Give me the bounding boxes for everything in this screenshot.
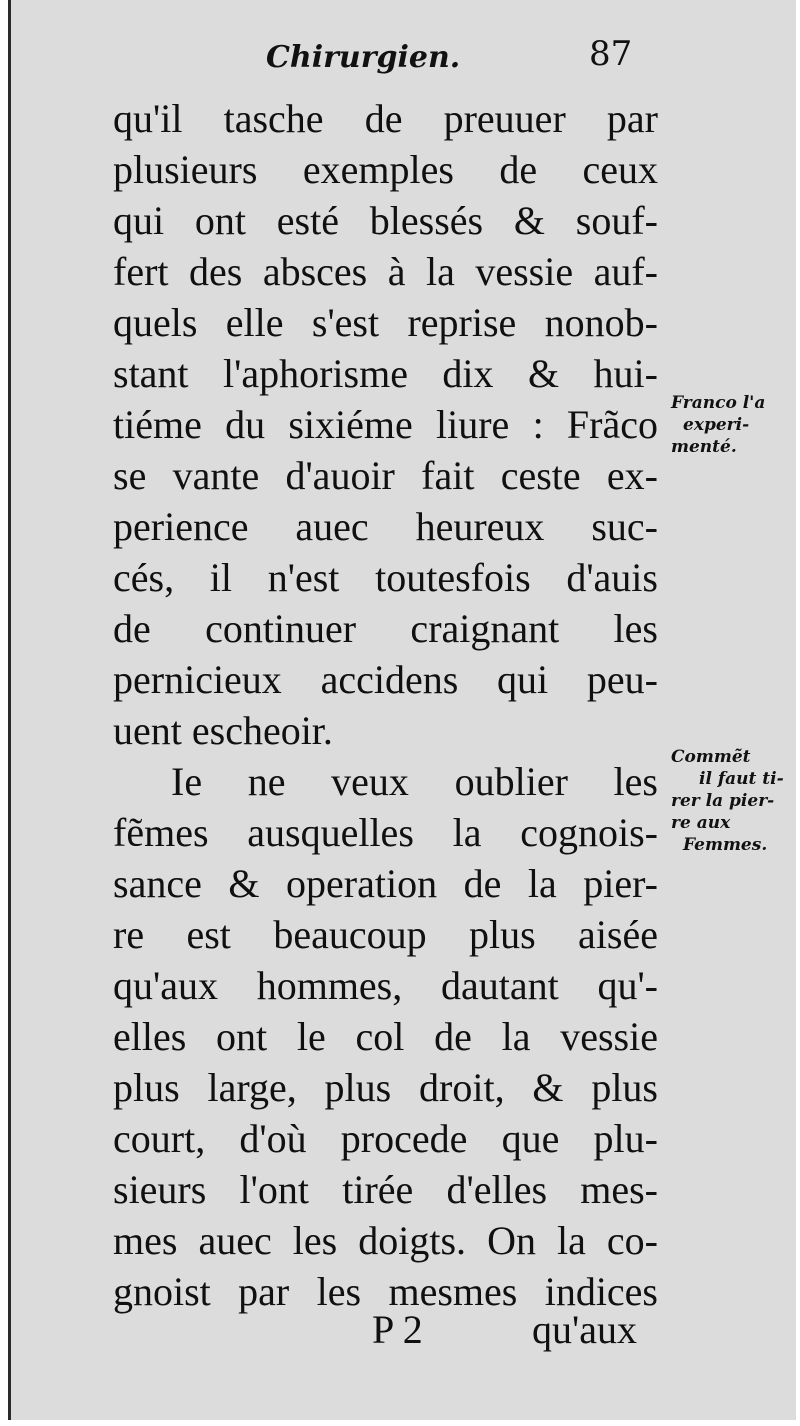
text-line: plusieurs exemples de ceux (113, 147, 658, 192)
margin-note-line: re aux (671, 813, 731, 833)
margin-note-franco (671, 392, 800, 458)
text-line: re est beaucoup plus aisée (113, 912, 658, 957)
text-line: uent escheoir. (113, 708, 333, 753)
signature-mark: P 2 (372, 1307, 423, 1352)
text-line: cés, il n'est toutesfois d'auis (113, 555, 658, 600)
margin-note-line: experi- (683, 415, 750, 435)
margin-note-femmes (671, 746, 800, 856)
margin-note-line: Commẽt (671, 747, 751, 767)
margin-note-line: il faut ti- (699, 769, 784, 789)
text-line: elles ont le col de la vessie (113, 1014, 658, 1059)
text-line: sance & operation de la pier- (113, 861, 658, 906)
text-line: qui ont esté blessés & souf- (113, 198, 658, 243)
text-line: qu'aux hommes, dautant qu'- (113, 963, 658, 1008)
text-line: fert des absces à la vessie auf- (113, 249, 658, 294)
page-footer (0, 1306, 790, 1357)
book-page (8, 0, 796, 1420)
text-line: se vante d'auoir fait ceste ex- (113, 453, 658, 498)
text-line: quels elle s'est reprise nonob- (113, 300, 658, 345)
text-line: court, d'où procede que plu- (113, 1116, 658, 1161)
text-line: plus large, plus droit, & plus (113, 1065, 658, 1110)
margin-note-line: rer la pier- (671, 791, 775, 811)
text-line: stant l'aphorisme dix & hui- (113, 351, 658, 396)
main-text (113, 93, 658, 1317)
text-line: de continuer craignant les (113, 606, 658, 651)
page-number: 87 (589, 34, 633, 74)
text-line: sieurs l'ont tirée d'elles mes- (113, 1167, 658, 1212)
catchword: qu'aux (532, 1307, 637, 1352)
text-line: pernicieux accidens qui peu- (113, 657, 658, 702)
margin-note-line: menté. (671, 437, 737, 457)
text-line: tiéme du sixiéme liure : Frãco (113, 402, 658, 447)
running-title: Chirurgien. (266, 40, 461, 75)
text-line: fẽmes ausquelles la cognois- (113, 810, 658, 855)
margin-note-line: Femmes. (683, 835, 768, 855)
text-line: Ie ne veux oublier les (171, 759, 658, 804)
text-line: perience auec heureux suc- (113, 504, 658, 549)
text-line: qu'il tasche de preuuer par (113, 96, 658, 141)
margin-note-line: Franco l'a (671, 393, 766, 413)
text-line: gnoist par les mesmes indices (113, 1269, 658, 1314)
text-line: mes auec les doigts. On la co- (113, 1218, 658, 1263)
